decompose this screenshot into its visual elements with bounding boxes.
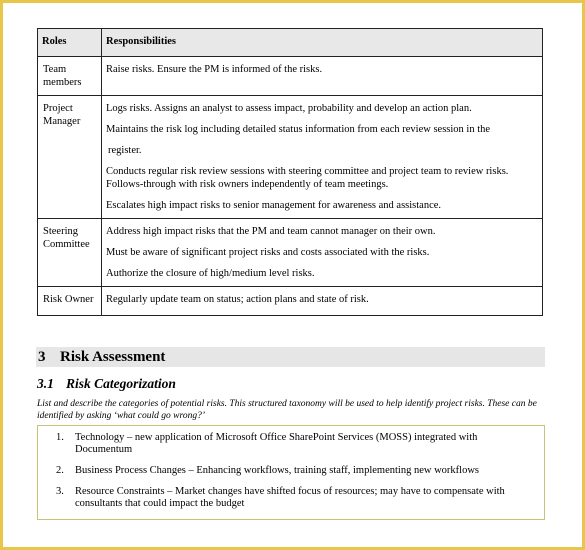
list-item — [38, 486, 535, 510]
role-cell: Project Manager — [38, 96, 102, 219]
responsibility-item: Regularly update team on status; action plans and state of risk. — [106, 294, 369, 305]
list-number: 1. — [56, 432, 64, 443]
list-text: Resource Constraints – Market changes have shifted focus of resources; may have to compensate with consultants that could impact the budget — [75, 486, 505, 509]
responsibility-item: Maintains the risk log including detailed status information from each review session in the — [106, 124, 491, 135]
responsibility-item: Must be aware of significant project risks and costs associated with the risks. — [106, 247, 430, 258]
list-number: 2. — [56, 465, 64, 476]
responsibility-item: Logs risks. Assigns an analyst to assess impact, probability and develop an action plan. — [106, 103, 472, 114]
list-item — [38, 465, 535, 477]
list-item — [38, 432, 535, 456]
risk-category-box — [37, 425, 545, 520]
intro-paragraph: List and describe the categories of potential risks. This structured taxonomy will be used to help identify project risks. These can be identified by asking ‘what could go wrong?’ — [37, 399, 537, 421]
responsibility-cell — [102, 287, 543, 316]
responsibility-cell — [102, 96, 543, 219]
header-responsibilities: Responsibilities — [102, 29, 543, 57]
responsibility-cell — [102, 219, 543, 287]
list-number: 3. — [56, 486, 64, 497]
responsibility-cell — [102, 57, 543, 96]
responsibility-item: Escalates high impact risks to senior management for awareness and assistance. — [106, 200, 442, 211]
responsibility-item: Address high impact risks that the PM and team cannot manager on their own. — [106, 226, 436, 237]
table-row — [38, 96, 543, 219]
risk-category-list — [38, 432, 535, 519]
responsibility-item: register. — [108, 145, 142, 156]
role-cell: Risk Owner — [38, 287, 102, 316]
table-row — [38, 57, 543, 96]
role-cell: Steering Committee — [38, 219, 102, 287]
responsibility-item: Conducts regular risk review sessions with steering committee and project team to review risks. Follows-through with risk owners independently of team meetings. — [106, 166, 509, 190]
responsibility-item: Raise risks. Ensure the PM is informed of the risks. — [106, 64, 323, 75]
subsection-heading — [37, 376, 176, 392]
subsection-number: 3.1 — [37, 376, 54, 391]
list-text: Business Process Changes – Enhancing workflows, training staff, implementing new workflows — [75, 465, 479, 476]
list-text: Technology – new application of Microsoft Office SharePoint Services (MOSS) integrated with Documentum — [75, 432, 478, 455]
table-header-row — [38, 29, 543, 57]
header-roles: Roles — [38, 29, 102, 57]
subsection-title: Risk Categorization — [66, 376, 176, 391]
table-row — [38, 219, 543, 287]
section-number: 3 — [38, 349, 46, 365]
table-row — [38, 287, 543, 316]
role-cell: Team members — [38, 57, 102, 96]
section-title: Risk Assessment — [60, 349, 166, 365]
roles-table — [37, 28, 543, 316]
responsibility-item: Authorize the closure of high/medium level risks. — [106, 268, 315, 279]
section-heading — [36, 347, 545, 367]
